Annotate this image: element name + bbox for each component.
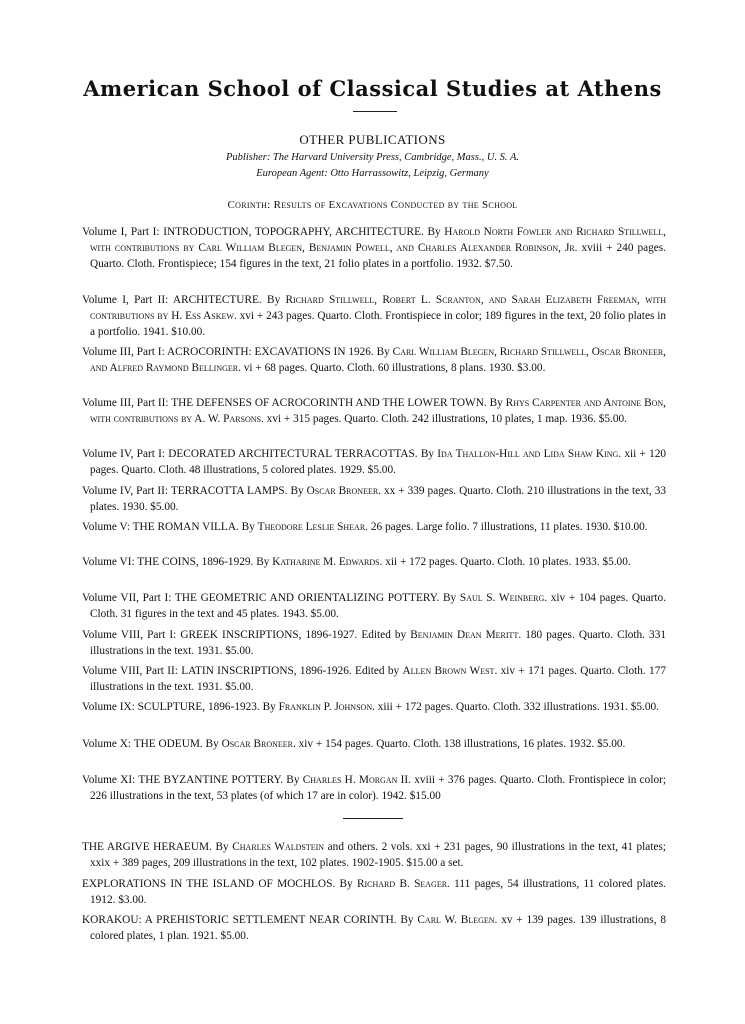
byline: Edited by <box>355 665 400 677</box>
byline: By <box>205 738 219 750</box>
authors: Oscar Broneer. <box>221 738 296 750</box>
volume-title: THE ODEUM. <box>133 738 203 750</box>
subtitle: OTHER PUBLICATIONS <box>299 132 446 147</box>
volume-title: THE COINS, 1896-1929. <box>137 556 254 568</box>
publisher-line: Publisher: The Harvard University Press, Cambridge, Mass., U. S. A. <box>225 152 519 163</box>
publication-title: EXPLORATIONS IN THE ISLAND OF MOCHLOS. <box>82 878 336 890</box>
volume-title: THE DEFENSES OF ACROCORINTH AND THE LOWER TOWN. <box>171 397 487 409</box>
volume-number: Volume XI: <box>82 774 136 786</box>
publication-title: THE ARGIVE HERAEUM. <box>82 841 212 853</box>
volume-number: Volume IV, Part II: <box>82 485 169 497</box>
byline: By <box>256 556 270 568</box>
authors: Katharine M. Edwards. <box>272 556 383 568</box>
volume-details: xii + 172 pages. Quarto. Cloth. 10 plates. 1933. $5.00. <box>385 556 631 568</box>
byline: Edited by <box>361 629 407 641</box>
title-rule <box>353 111 397 112</box>
volume-entry <box>82 554 666 570</box>
volume-number: Volume VIII, Part I: <box>82 629 177 641</box>
masthead-title: American School of Classical Studies at Athens <box>83 76 662 101</box>
volume-title: GREEK INSCRIPTIONS, 1896-1927. <box>180 629 358 641</box>
volume-details: xx + 339 pages. Quarto. Cloth. 210 illustrations in the text, 33 plates. 1930. $5.00. <box>90 485 667 514</box>
byline: By <box>427 226 441 238</box>
volume-details: xvi + 315 pages. Quarto. Cloth. 242 illustrations, 10 plates, 1 map. 1936. $5.00. <box>266 413 627 426</box>
volume-details: xii + 120 pages. Quarto. Cloth. 48 illustrations, 5 colored plates. 1929. $5.00. <box>90 448 667 477</box>
volume-number: Volume V: <box>82 521 131 533</box>
publication-details: 111 pages, 54 illustrations, 11 colored plates. 1912. $3.00. <box>90 878 666 907</box>
byline: By <box>489 397 503 409</box>
byline: By <box>286 774 300 786</box>
volume-entry <box>82 590 666 622</box>
volume-details: xiv + 171 pages. Quarto. Cloth. 177 illustrations in the text. 1931. $5.00. <box>90 665 666 694</box>
volume-entry <box>82 519 666 535</box>
volume-entry <box>82 483 666 515</box>
volume-details: xvi + 243 pages. Quarto. Cloth. Frontispiece in color; 189 figures in the text, 20 folio plates in a portfolio. 1941. $10.00. <box>90 310 666 339</box>
byline: By <box>215 841 229 853</box>
volume-number: Volume IX: <box>82 701 135 713</box>
authors: Richard Stillwell, Robert L. Scranton, and Sarah Elizabeth Freeman, with contributions by H. Ess Askew. <box>90 294 667 323</box>
authors: Benjamin Dean Meritt. <box>410 629 522 641</box>
byline: By <box>400 914 414 926</box>
volume-details: xiv + 104 pages. Quarto. Cloth. 31 figures in the text and 45 plates. 1943. $5.00. <box>90 592 667 621</box>
volume-number: Volume I, Part I: <box>82 226 160 238</box>
authors: Harold North Fowler and Richard Stillwell, with contributions by Carl William Blegen, Benjamin Powell, and Charles Alexander Robinson, Jr. <box>90 226 667 255</box>
volume-entry <box>82 224 666 273</box>
volume-details: xiv + 154 pages. Quarto. Cloth. 138 illustrations, 16 plates. 1932. $5.00. <box>298 738 626 750</box>
byline: By <box>376 346 390 358</box>
publication-details: xv + 139 pages. 139 illustrations, 8 colored plates, 1 plan. 1921. $5.00. <box>90 914 666 943</box>
volume-title: THE BYZANTINE POTTERY. <box>138 774 284 786</box>
authors: Carl W. Blegen. <box>417 914 498 926</box>
volume-number: Volume VII, Part I: <box>82 592 172 604</box>
volume-title: THE ROMAN VILLA. <box>132 521 239 533</box>
authors: Saul S. Weinberg. <box>459 592 548 604</box>
publication-entry <box>82 839 666 871</box>
volume-number: Volume I, Part II: <box>82 294 169 306</box>
byline: By <box>420 448 435 460</box>
byline: By <box>339 878 353 890</box>
volume-title: SCULPTURE, 1896-1923. <box>137 701 260 713</box>
volume-number: Volume III, Part II: <box>82 397 169 409</box>
publication-title: KORAKOU: A PREHISTORIC SETTLEMENT NEAR CORINTH. <box>82 914 397 926</box>
authors: Franklin P. Johnson. <box>278 701 375 713</box>
authors: Charles H. Morgan II. <box>302 774 411 786</box>
authors: Richard B. Seager. <box>356 878 450 890</box>
byline: By <box>262 701 276 713</box>
volume-number: Volume IV, Part I: <box>82 448 166 460</box>
byline: By <box>267 294 281 306</box>
byline: By <box>290 485 304 497</box>
volume-details: vi + 68 pages. Quarto. Cloth. 60 illustrations, 8 plans. 1930. $3.00. <box>243 362 546 375</box>
volume-entry <box>82 772 666 804</box>
publication-details: and others. 2 vols. xxi + 231 pages, 90 illustrations in the text, 41 plates; xxix + 389 pages, 209 illustrations in the text, 102 plates. 1902-1905. $15.00 a set. <box>90 841 667 870</box>
authors: Oscar Broneer. <box>306 485 382 497</box>
volume-number: Volume III, Part I: <box>82 346 165 358</box>
volume-title: LATIN INSCRIPTIONS, 1896-1926. <box>181 665 352 677</box>
volume-entry <box>82 663 666 695</box>
volume-number: Volume X: <box>82 738 132 750</box>
publication-entry <box>82 876 666 908</box>
publication-entry <box>82 912 666 944</box>
volume-details: xviii + 240 pages. Quarto. Cloth. Frontispiece; 154 figures in the text, 21 folio plates in a portfolio. 1932. $7.50. <box>90 242 666 271</box>
volume-entry <box>82 627 666 659</box>
agent-line: European Agent: Otto Harrassowitz, Leipzig, Germany <box>256 168 489 179</box>
volume-entry <box>82 344 666 376</box>
authors: Carl William Blegen, Richard Stillwell, Oscar Broneer, and Alfred Raymond Bellinger. <box>90 346 666 375</box>
volume-details: xiii + 172 pages. Quarto. Cloth. 332 illustrations. 1931. $5.00. <box>377 701 659 713</box>
byline: By <box>241 521 255 533</box>
volume-title: THE GEOMETRIC AND ORIENTALIZING POTTERY. <box>174 592 440 604</box>
authors: Rhys Carpenter and Antoine Bon, with contributions by A. W. Parsons. <box>90 397 666 426</box>
volume-entry <box>82 395 666 427</box>
volume-details: 26 pages. Large folio. 7 illustrations, 11 plates. 1930. $10.00. <box>370 521 648 533</box>
authors: Charles Waldstein <box>232 841 325 853</box>
authors: Theodore Leslie Shear. <box>257 521 368 533</box>
volume-title: INTRODUCTION, TOPOGRAPHY, ARCHITECTURE. <box>163 226 424 238</box>
volume-number: Volume VI: <box>82 556 135 568</box>
volume-title: DECORATED ARCHITECTURAL TERRACOTTAS. <box>168 448 418 460</box>
volume-title: ACROCORINTH: EXCAVATIONS IN 1926. <box>166 346 374 358</box>
volume-entry <box>82 292 666 341</box>
volume-details: xviii + 376 pages. Quarto. Cloth. Frontispiece in color; 226 illustrations in the text, 53 plates (of which 17 are in color). 1942. $15.00 <box>90 774 667 803</box>
volume-title: ARCHITECTURE. <box>172 294 262 306</box>
section-rule <box>343 818 403 819</box>
byline: By <box>443 592 457 604</box>
volume-details: 180 pages. Quarto. Cloth. 331 illustrations in the text. 1931. $5.00. <box>90 629 667 658</box>
volume-number: Volume VIII, Part II: <box>82 665 178 677</box>
volume-title: TERRACOTTA LAMPS. <box>170 485 288 497</box>
volume-entry <box>82 446 666 478</box>
authors: Allen Brown West. <box>402 665 498 677</box>
volume-entry <box>82 736 666 752</box>
authors: Ida Thallon-Hill and Lida Shaw King. <box>437 448 622 460</box>
volume-entry <box>82 699 666 715</box>
series-heading: Corinth: Results of Excavations Conducted by the School <box>227 199 518 211</box>
